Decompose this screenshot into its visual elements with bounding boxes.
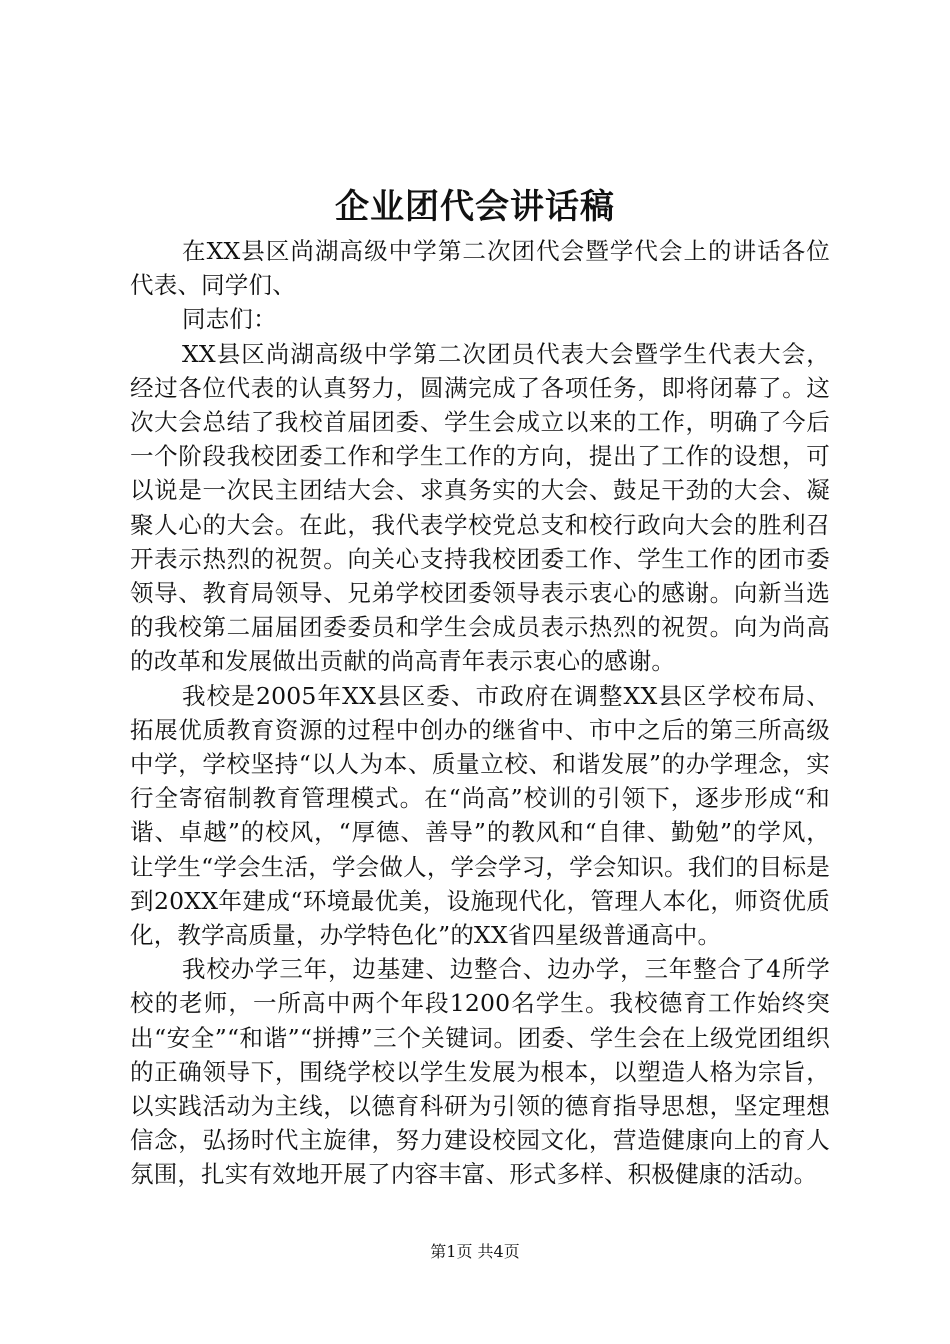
paragraph-school-history: 我校是2005年XX县区委、市政府在调整XX县区学校布局、拓展优质教育资源的过程中创办的继省中、市中之后的第三所高级中学，学校坚持“以人为本、质量立校、和谐发展”的办学理念，实行全寄宿制教育管理模式。在“尚高”校训的引领下，逐步形成“和谐、卓越”的校风，“厚德、善导”的教风和“自律、勤勉”的学风，让学生“学会生活，学会做人，学会学习，学会知识。我们的目标是到20XX年建成“环境最优美，设施现代化，管理人本化，师资优质化，教学高质量，办学特色化”的XX省四星级普通高中。	[130, 681, 830, 950]
paragraph-school-work: 我校办学三年，边基建、边整合、边办学，三年整合了4所学校的老师，一所高中两个年段1200名学生。我校德育工作始终突出“安全”“和谐”“拼搏”三个关键词。团委、学生会在上级党团组织的正确领导下，围绕学校以学生发展为根本，以塑造人格为宗旨，以实践活动为主线，以德育科研为引领的德育指导思想，坚定理想信念，弘扬时代主旋律，努力建设校园文化，营造健康向上的育人氛围，扎实有效地开展了内容丰富、形式多样、积极健康的活动。	[130, 955, 830, 1189]
page-number: 第1页 共4页	[430, 1242, 520, 1261]
document-title: 企业团代会讲话稿	[335, 187, 615, 227]
document-body	[130, 234, 830, 1192]
paragraph-intro: 在XX县区尚湖高级中学第二次团代会暨学代会上的讲话各位代表、同学们、	[130, 237, 830, 300]
paragraph-salutation: 同志们：	[182, 305, 277, 334]
paragraph-congress: XX县区尚湖高级中学第二次团员代表大会暨学生代表大会，经过各位代表的认真努力，圆满完成了各项任务，即将闭幕了。这次大会总结了我校首届团委、学生会成立以来的工作，明确了今后一个阶段我校团委工作和学生工作的方向，提出了工作的设想，可以说是一次民主团结大会、求真务实的大会、鼓足干劲的大会、凝聚人心的大会。在此，我代表学校党总支和校行政向大会的胜利召开表示热烈的祝贺。向关心支持我校团委工作、学生工作的团市委领导、教育局领导、兄弟学校团委领导表示衷心的感谢。向新当选的我校第二届届团委委员和学生会成员表示热烈的祝贺。向为尚高的改革和发展做出贡献的尚高青年表示衷心的感谢。	[130, 339, 830, 676]
